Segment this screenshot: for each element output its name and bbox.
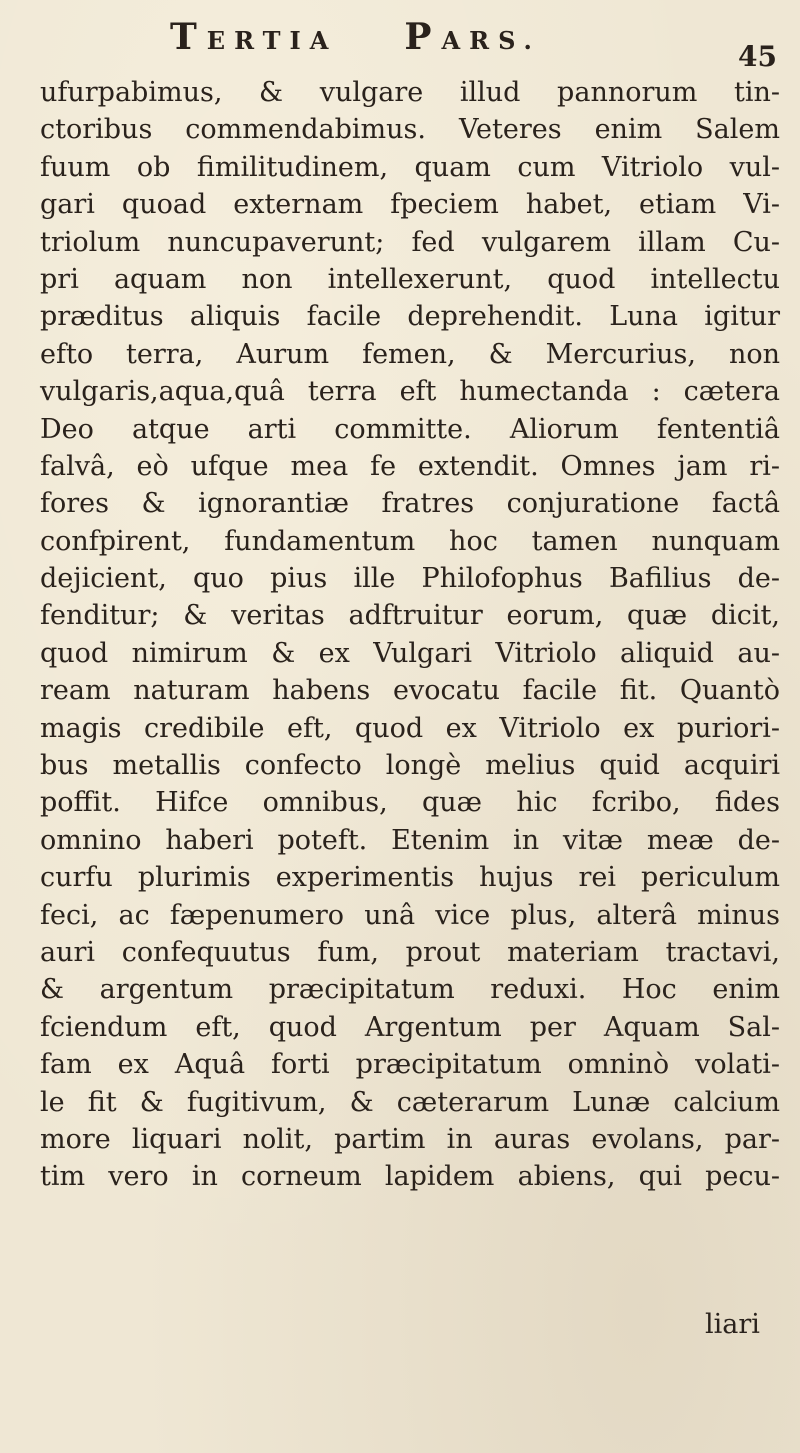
text-line: falvâ, eò ufque mea fe extendit. Omnes jam ri-: [40, 450, 780, 482]
text-line: fuum ob fimilitudinem, quam cum Vitriolo vul-: [40, 151, 780, 183]
body-text: [40, 74, 780, 1196]
text-line: poffit. Hifce omnibus, quæ hic fcribo, fides: [40, 787, 780, 819]
text-line: fam ex Aquâ forti præcipitatum omninò volati-: [40, 1049, 780, 1081]
text-line: magis credibile eft, quod ex Vitriolo ex puriori-: [40, 712, 780, 744]
text-line: fenditur; & veritas adftruitur eorum, quæ dicit,: [40, 600, 780, 632]
text-line: tim vero in corneum lapidem abiens, qui pecu-: [40, 1161, 780, 1193]
text-line: feci, ac fæpenumero unâ vice plus, alterâ minus: [40, 899, 780, 931]
text-line: curfu plurimis experimentis hujus rei periculum: [40, 862, 780, 894]
text-line: fores & ignorantiæ fratres conjuratione factâ: [40, 488, 780, 520]
text-line: vulgaris,aqua,quâ terra eft humectanda : cætera: [40, 376, 780, 408]
text-line: le fit & fugitivum, & cæterarum Lunæ calcium: [40, 1086, 780, 1118]
text-line: fciendum eft, quod Argentum per Aquam Sal-: [40, 1011, 780, 1043]
page-number: 45: [738, 40, 777, 73]
text-line: ream naturam habens evocatu facile fit. Quantò: [40, 675, 780, 707]
text-line: præditus aliquis facile deprehendit. Luna igitur: [40, 301, 780, 333]
text-line: pri aquam non intellexerunt, quod intellectu: [40, 263, 780, 295]
running-head-word-1: TERTIA: [170, 16, 338, 58]
text-line: auri confequutus fum, prout materiam tractavi,: [40, 936, 780, 968]
running-head: [170, 16, 541, 58]
running-head-word-2: PARS.: [404, 16, 541, 58]
catchword: liari: [705, 1309, 760, 1340]
text-line: gari quoad externam fpeciem habet, etiam Vi-: [40, 189, 780, 221]
text-line: dejicient, quo pius ille Philofophus Bafilius de-: [40, 563, 780, 595]
text-line: Deo atque arti committe. Aliorum fententiâ: [40, 413, 780, 445]
text-line: ctoribus commendabimus. Veteres enim Salem: [40, 114, 780, 146]
text-line: confpirent, fundamentum hoc tamen nunquam: [40, 525, 780, 557]
text-line: more liquari nolit, partim in auras evolans, par-: [40, 1123, 780, 1155]
text-line: ufurpabimus, & vulgare illud pannorum tin-: [40, 77, 780, 108]
text-line: & argentum præcipitatum reduxi. Hoc enim: [40, 974, 780, 1006]
text-line: bus metallis confecto longè melius quid acquiri: [40, 750, 780, 782]
text-line: omnino haberi poteft. Etenim in vitæ meæ de-: [40, 824, 780, 856]
text-line: triolum nuncupaverunt; fed vulgarem illam Cu-: [40, 226, 780, 258]
text-line: efto terra, Aurum femen, & Mercurius, non: [40, 338, 780, 370]
text-line: quod nimirum & ex Vulgari Vitriolo aliquid au-: [40, 637, 780, 669]
